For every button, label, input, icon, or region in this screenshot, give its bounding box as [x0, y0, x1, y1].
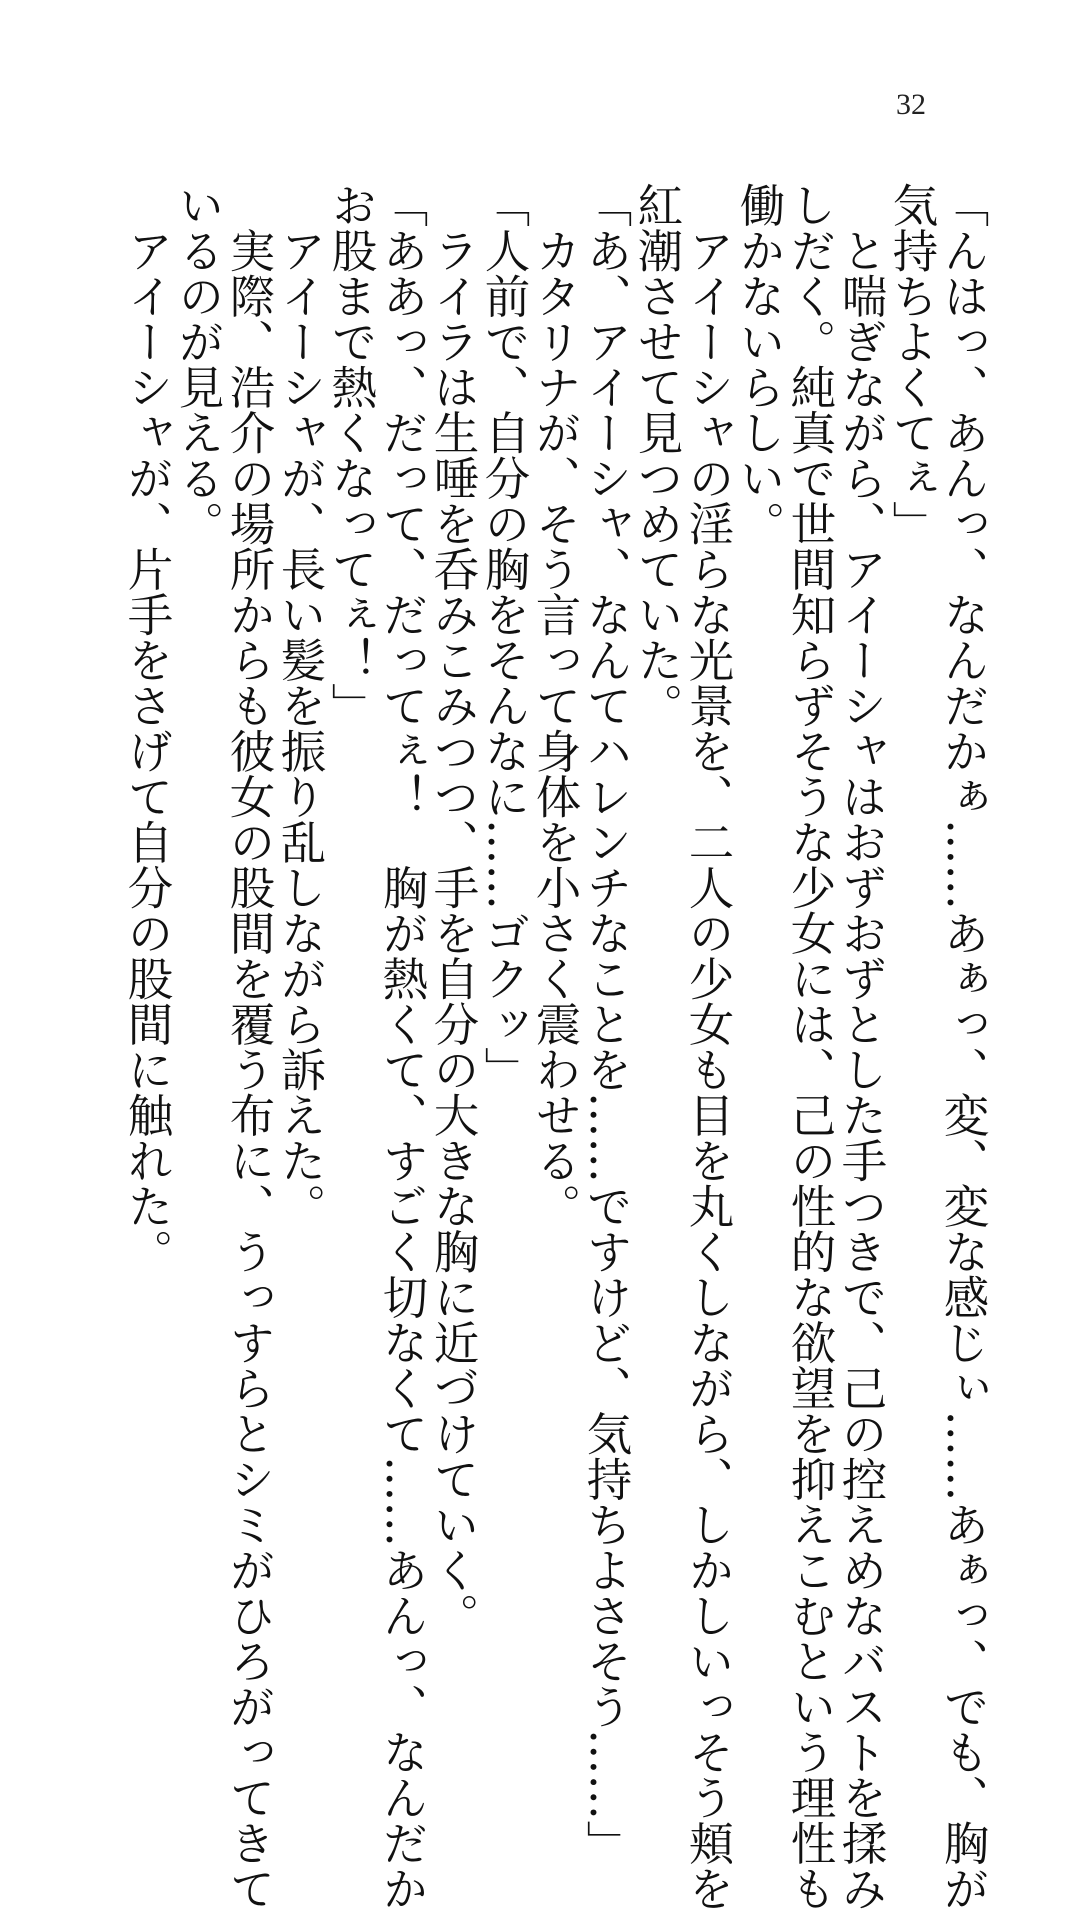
text-line: 「んはっ、あんっ、なんだかぁ……あぁっ、変、変な感じぃ……あぁっ、でも、胸が — [937, 182, 990, 1911]
text-line: 「人前で、自分の胸をそんなに……ゴクッ」 — [478, 182, 531, 1092]
text-line: いるのが見える。 — [172, 182, 225, 546]
page-number: 32 — [896, 88, 926, 121]
text-line: カタリナが、そう言って身体を小さく震わせる。 — [529, 182, 582, 1229]
text-line: しだく。純真で世間知らずそうな少女には、己の性的な欲望を抑えこむという理性も — [784, 182, 837, 1911]
text-line: 紅潮させて見つめていた。 — [631, 182, 684, 728]
text-line: ライラは生唾を呑みこみつつ、手を自分の大きな胸に近づけていく。 — [427, 182, 480, 1638]
body-text — [121, 182, 990, 1911]
text-line: アイーシャが、長い髪を振り乱しながら訴えた。 — [274, 182, 327, 1229]
text-line: 気持ちよくてぇ」 — [886, 182, 939, 546]
text-line: 「あ、アイーシャ、なんてハレンチなことを……ですけど、気持ちよさそう……」 — [580, 182, 633, 1866]
text-line: 「ああっ、だって、だってぇ！ 胸が熱くて、すごく切なくて……あんっ、なんだか — [376, 182, 429, 1911]
text-line: お股まで熱くなってぇ！」 — [325, 182, 378, 728]
text-line: 働かないらしい。 — [733, 182, 786, 546]
text-line: 実際、浩介の場所からも彼女の股間を覆う布に、うっすらとシミがひろがってきて — [223, 182, 276, 1911]
text-line: アイーシャが、片手をさげて自分の股間に触れた。 — [121, 182, 174, 1274]
text-line: アイーシャの淫らな光景を、二人の少女も目を丸くしながら、しかしいっそう頬を — [682, 182, 735, 1911]
text-line: と喘ぎながら、アイーシャはおずおずとした手つきで、己の控えめなバストを揉み — [835, 182, 888, 1911]
